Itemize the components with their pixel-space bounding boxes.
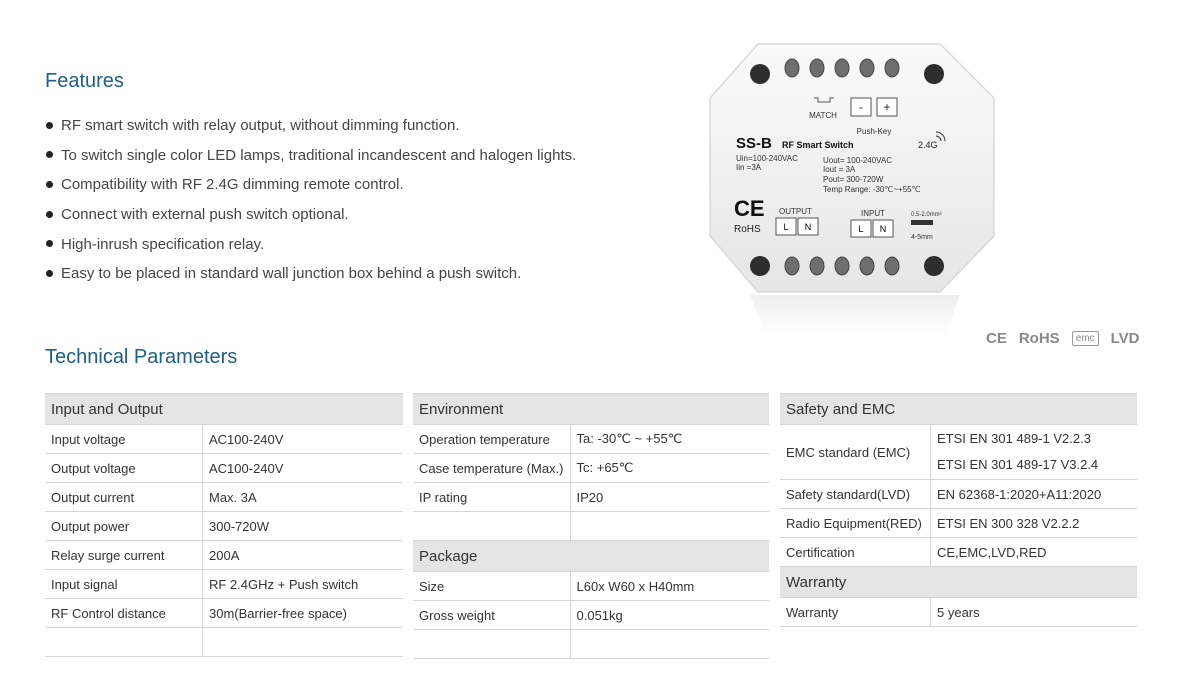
table-row <box>45 570 403 599</box>
bullet-icon <box>46 181 53 188</box>
feature-text: Easy to be placed in standard wall junction box behind a push switch. <box>61 265 522 283</box>
table-row <box>780 538 1137 567</box>
param-name: Radio Equipment(RED) <box>780 509 931 538</box>
certification-marks <box>986 330 1139 347</box>
model-name: SS-B <box>736 135 772 152</box>
rohs-logo: RoHS <box>1018 330 1060 347</box>
minus-key: - <box>859 100 863 114</box>
param-name: Input voltage <box>45 425 203 454</box>
table-row <box>413 512 769 541</box>
param-value: AC100-240V <box>203 425 404 454</box>
param-name: IP rating <box>413 483 570 512</box>
bullet-icon <box>46 211 53 218</box>
param-value: 30m(Barrier-free space) <box>203 599 404 628</box>
emc-value: ETSI EN 301 489-17 V3.2.4 <box>937 457 1099 472</box>
feature-text: RF smart switch with relay output, without dimming function. <box>61 117 460 134</box>
plus-key: + <box>883 100 891 114</box>
table-row <box>45 483 403 512</box>
table-row <box>780 509 1137 538</box>
emc-value: ETSI EN 301 489-1 V2.2.3 <box>937 431 1091 446</box>
iout-label: Iout = 3A <box>823 165 856 174</box>
param-name: Certification <box>780 538 931 567</box>
wire-size-label: 0.5-2.0mm² <box>911 212 942 218</box>
param-value: Max. 3A <box>203 483 404 512</box>
table-row <box>413 425 769 454</box>
list-item <box>46 175 576 205</box>
output-l: L <box>783 222 789 232</box>
table-header: Safety and EMC <box>780 394 1137 425</box>
features-list <box>46 116 576 294</box>
table-header: Package <box>413 541 769 572</box>
param-name: Case temperature (Max.) <box>413 454 570 483</box>
iin-label: Iin =3A <box>736 163 762 172</box>
table-row <box>413 454 769 483</box>
technical-parameters-title: Technical Parameters <box>45 346 238 368</box>
wire-icon <box>911 220 933 225</box>
table-row <box>45 599 403 628</box>
uin-label: Uin=100-240VAC <box>736 154 798 163</box>
table-row <box>45 541 403 570</box>
param-value: CE,EMC,LVD,RED <box>931 538 1138 567</box>
param-name <box>413 630 570 659</box>
bullet-icon <box>46 240 53 247</box>
rohs-mark: RoHS <box>734 224 761 235</box>
param-value: Ta: -30℃ ~ +55℃ <box>570 425 769 454</box>
product-name: RF Smart Switch <box>782 140 854 150</box>
pushkey-label: Push-Key <box>856 127 892 136</box>
param-name: Output power <box>45 512 203 541</box>
bullet-icon <box>46 122 53 129</box>
uout-label: Uout= 100-240VAC <box>823 156 893 165</box>
product-image <box>700 30 1010 340</box>
param-value <box>570 512 769 541</box>
param-name: Operation temperature <box>413 425 570 454</box>
param-value: 200A <box>203 541 404 570</box>
param-name <box>45 628 203 657</box>
table-header: Input and Output <box>45 394 403 425</box>
param-value: 300-720W <box>203 512 404 541</box>
table-row <box>413 572 769 601</box>
environment-table <box>413 393 769 659</box>
param-value: ETSI EN 300 328 V2.2.2 <box>931 509 1138 538</box>
match-label: MATCH <box>809 111 837 120</box>
safety-emc-table <box>780 393 1137 627</box>
input-label: INPUT <box>861 209 885 218</box>
param-name: Relay surge current <box>45 541 203 570</box>
table-row <box>45 628 403 657</box>
param-name: RF Control distance <box>45 599 203 628</box>
param-name: Output current <box>45 483 203 512</box>
table-header: Warranty <box>780 567 1137 598</box>
param-name <box>413 512 570 541</box>
feature-text: To switch single color LED lamps, traditional incandescent and halogen lights. <box>61 146 577 164</box>
input-output-table <box>45 393 403 657</box>
param-value: IP20 <box>570 483 769 512</box>
features-title: Features <box>45 70 124 92</box>
emc-logo: emc <box>1072 331 1099 346</box>
table-row <box>413 483 769 512</box>
table-row <box>413 601 769 630</box>
param-value: AC100-240V <box>203 454 404 483</box>
list-item <box>46 235 576 265</box>
temp-label: Temp Range: -30℃~+55℃ <box>823 185 921 194</box>
param-value: Tc: +65℃ <box>570 454 769 483</box>
band-label: 2.4G <box>918 140 938 150</box>
output-n: N <box>804 222 812 232</box>
table-row <box>780 425 1137 480</box>
table-row <box>45 425 403 454</box>
param-value: RF 2.4GHz + Push switch <box>203 570 404 599</box>
input-l: L <box>858 224 864 234</box>
input-n: N <box>879 224 887 234</box>
param-name: Gross weight <box>413 601 570 630</box>
param-value: 5 years <box>931 598 1138 627</box>
bullet-icon <box>46 270 53 277</box>
bullet-icon <box>46 151 53 158</box>
list-item <box>46 146 576 176</box>
list-item <box>46 264 576 294</box>
param-name: Size <box>413 572 570 601</box>
list-item <box>46 116 576 146</box>
table-row <box>413 630 769 659</box>
lvd-logo: LVD <box>1110 330 1140 347</box>
feature-text: High-inrush specification relay. <box>61 235 265 253</box>
table-header: Environment <box>413 394 769 425</box>
ce-logo: CE <box>986 330 1007 347</box>
param-value <box>931 425 1138 480</box>
table-row <box>45 454 403 483</box>
feature-text: Compatibility with RF 2.4G dimming remote control. <box>61 176 404 194</box>
param-value <box>203 628 404 657</box>
param-name: Safety standard(LVD) <box>780 480 931 509</box>
param-value: EN 62368-1:2020+A11:2020 <box>931 480 1138 509</box>
list-item <box>46 205 576 235</box>
param-name: Output voltage <box>45 454 203 483</box>
param-name: Input signal <box>45 570 203 599</box>
param-value: L60x W60 x H40mm <box>570 572 769 601</box>
param-name: EMC standard (EMC) <box>780 425 931 480</box>
output-label: OUTPUT <box>779 207 812 216</box>
table-row <box>780 598 1137 627</box>
feature-text: Connect with external push switch optional. <box>61 206 349 224</box>
param-value: 0.051kg <box>570 601 769 630</box>
param-value <box>570 630 769 659</box>
table-row <box>780 480 1137 509</box>
table-row <box>45 512 403 541</box>
ce-mark: CE <box>734 196 765 221</box>
strip-length-label: 4-5mm <box>911 234 933 241</box>
param-name: Warranty <box>780 598 931 627</box>
pout-label: Pout= 300-720W <box>823 175 884 184</box>
